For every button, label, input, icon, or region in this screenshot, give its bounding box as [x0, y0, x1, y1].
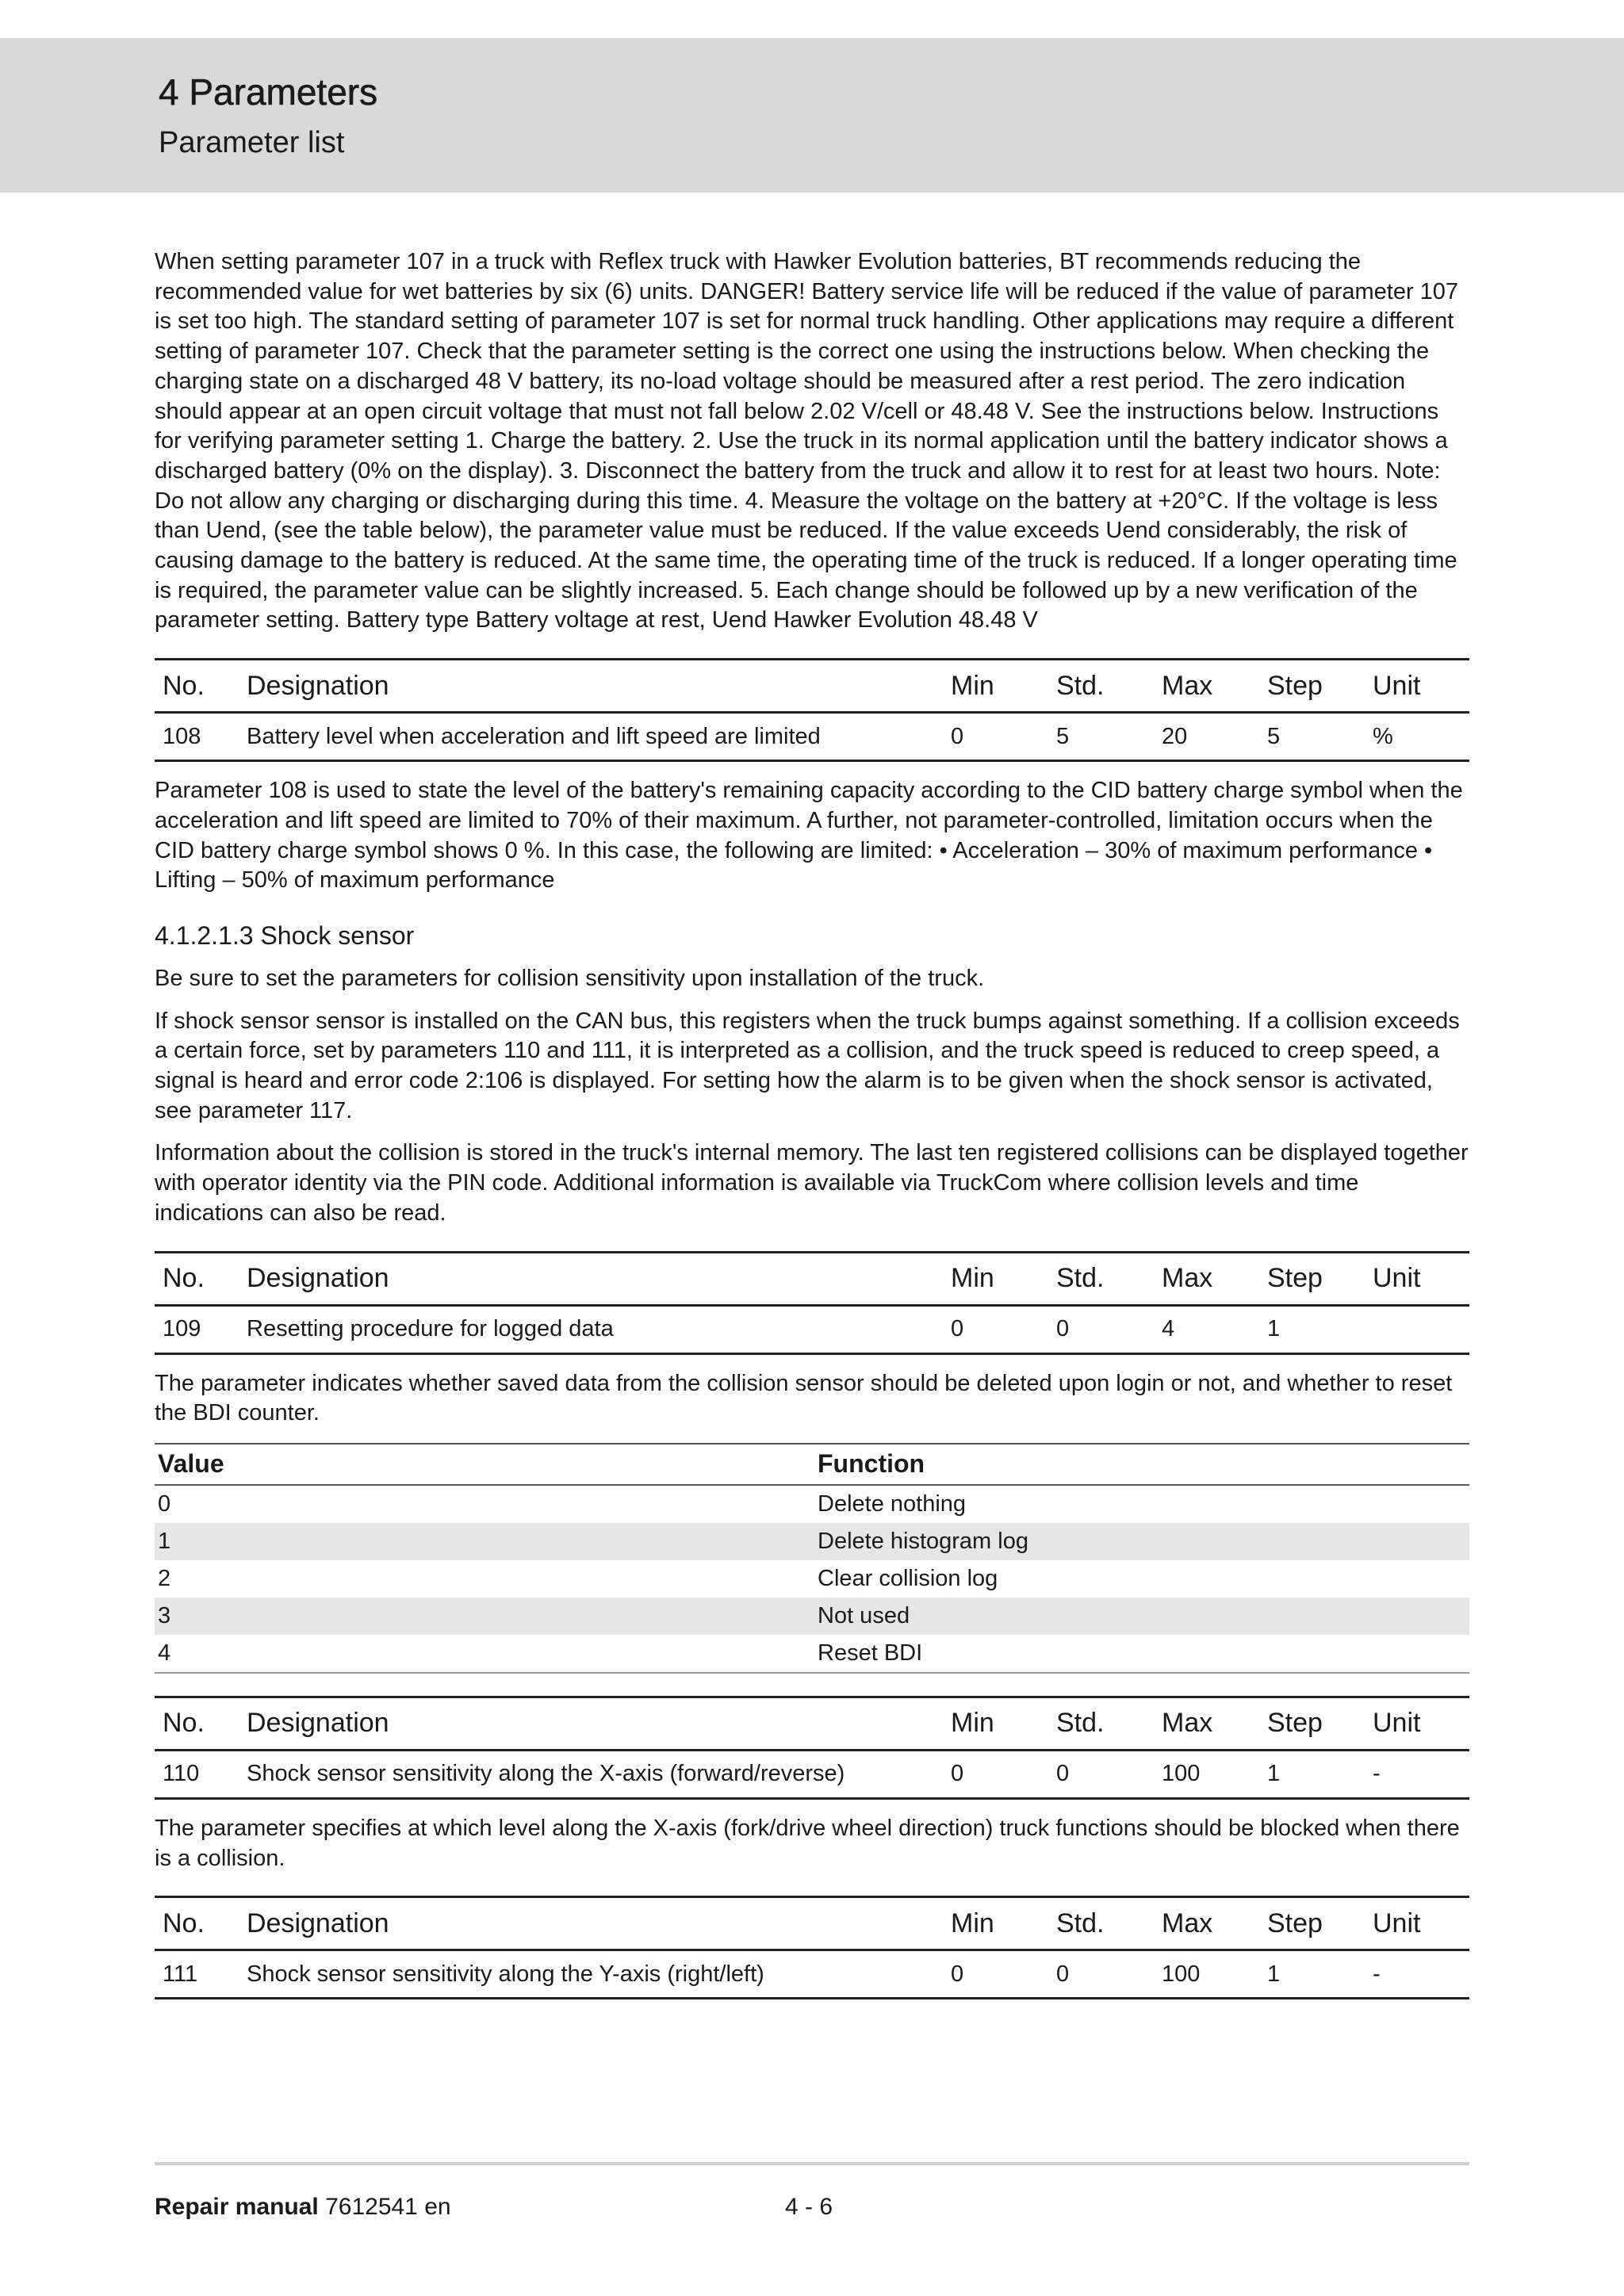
- page-number: 4 - 6: [785, 2194, 833, 2220]
- header-min: Min: [943, 660, 1048, 713]
- table-row: [155, 1485, 1469, 1523]
- function-cell: Reset BDI: [814, 1635, 1469, 1673]
- value-cell: 3: [155, 1598, 814, 1635]
- table-row: [155, 1305, 1469, 1353]
- header-unit: Unit: [1365, 1897, 1469, 1950]
- param-min: 0: [943, 1305, 1048, 1353]
- param-table-header: [155, 1697, 1469, 1750]
- header-min: Min: [943, 1252, 1048, 1305]
- table-row: [155, 1560, 1469, 1598]
- shock-paragraph-1: Be sure to set the parameters for collision sensitivity upon installation of the truck.: [155, 965, 985, 991]
- p108-description: Parameter 108 is used to state the level of the battery's remaining capacity according to the CID battery charge symbol when the acceleration and lift speed are limited to 70% of their maximum. A further, not parameter-controlled, limitation occurs when the CID battery charge symbol shows 0 %. In this case, the following are limited: • Acceleration – 30% of maximum performance • Lifting – 50% of maximum performance: [155, 778, 1463, 894]
- header-value: Value: [155, 1444, 814, 1485]
- value-cell: 4: [155, 1635, 814, 1673]
- param-std: 0: [1048, 1750, 1154, 1798]
- header-max: Max: [1154, 1252, 1259, 1305]
- function-cell: Delete histogram log: [814, 1523, 1469, 1560]
- page-content: [155, 247, 1469, 2014]
- header-band: [0, 38, 1624, 193]
- header-designation: Designation: [239, 660, 943, 713]
- header-std: Std.: [1048, 1252, 1154, 1305]
- param-max: 100: [1154, 1750, 1259, 1798]
- value-cell: 2: [158, 1565, 171, 1591]
- param-designation: Battery level when acceleration and lift speed are limited: [239, 713, 943, 761]
- header-unit: Unit: [1365, 1697, 1469, 1750]
- param-table-110: [155, 1696, 1469, 1800]
- param-min: 0: [943, 1750, 1048, 1798]
- header-max: Max: [1154, 1697, 1259, 1750]
- param-no: 110: [155, 1750, 239, 1798]
- footer-divider: [155, 2162, 1469, 2165]
- header-no: No.: [155, 1897, 239, 1950]
- header-unit: Unit: [1365, 660, 1469, 713]
- footer-manual-label: Repair manual: [155, 2194, 319, 2220]
- value-cell: 0: [158, 1490, 171, 1517]
- footer-manual-number: 7612541 en: [325, 2194, 451, 2220]
- p110-description: The parameter specifies at which level along the X-axis (fork/drive wheel direction) truck functions should be blocked when there is a collision.: [155, 1815, 1460, 1871]
- header-function: Function: [814, 1444, 1469, 1485]
- header-std: Std.: [1048, 1697, 1154, 1750]
- table-row: [155, 1750, 1469, 1798]
- shock-paragraph-3: Information about the collision is stored in the truck's internal memory. The last ten registered collisions can be displayed together with operator identity via the PIN code. Additional information is available via TruckCom where collision levels and time indications can also be read.: [155, 1140, 1469, 1226]
- param-min: 0: [943, 1950, 1048, 1999]
- value-table-header: [155, 1444, 1469, 1485]
- shock-paragraph-2: If shock sensor sensor is installed on the CAN bus, this registers when the truck bumps against something. If a collision exceeds a certain force, set by parameters 110 and 111, it is interpreted as a collision, and the truck speed is reduced to creep speed, a signal is heard and error code 2:106 is displayed. For setting how the alarm is to be given when the shock sensor is activated, see parameter 117.: [155, 1008, 1460, 1123]
- header-step: Step: [1259, 1697, 1365, 1750]
- table-row: [155, 1635, 1469, 1673]
- param-no: 108: [155, 713, 239, 761]
- header-step: Step: [1259, 660, 1365, 713]
- param-designation: Resetting procedure for logged data: [239, 1305, 943, 1353]
- function-cell: Delete nothing: [818, 1490, 967, 1517]
- param-step: 1: [1259, 1950, 1365, 1999]
- param-table-111: [155, 1896, 1469, 1999]
- param-unit: -: [1365, 1950, 1469, 1999]
- header-designation: Designation: [239, 1252, 943, 1305]
- value-function-table: [155, 1443, 1469, 1674]
- header-designation: Designation: [239, 1897, 943, 1950]
- header-step: Step: [1259, 1897, 1365, 1950]
- param-table-header: [155, 1252, 1469, 1305]
- header-designation: Designation: [239, 1697, 943, 1750]
- header-no: No.: [155, 660, 239, 713]
- param-std: 0: [1048, 1305, 1154, 1353]
- chapter-title: 4 Parameters: [159, 71, 378, 113]
- param-unit: %: [1365, 713, 1469, 761]
- p109-description: The parameter indicates whether saved data from the collision sensor should be deleted upon login or not, and whether to reset the BDI counter.: [155, 1370, 1453, 1426]
- header-max: Max: [1154, 1897, 1259, 1950]
- param-std: 0: [1048, 1950, 1154, 1999]
- header-std: Std.: [1048, 1897, 1154, 1950]
- header-no: No.: [155, 1252, 239, 1305]
- param-no: 111: [155, 1950, 239, 1999]
- table-row: [155, 1950, 1469, 1999]
- param-max: 4: [1154, 1305, 1259, 1353]
- header-std: Std.: [1048, 660, 1154, 713]
- param-unit: [1365, 1305, 1469, 1353]
- section-title: Parameter list: [159, 126, 345, 159]
- header-max: Max: [1154, 660, 1259, 713]
- param-step: 5: [1259, 713, 1365, 761]
- function-cell: Clear collision log: [818, 1565, 998, 1591]
- function-cell: Not used: [814, 1598, 1469, 1635]
- header-min: Min: [943, 1897, 1048, 1950]
- param-table-header: [155, 1897, 1469, 1950]
- param-table-108: [155, 658, 1469, 762]
- param-max: 20: [1154, 713, 1259, 761]
- header-no: No.: [155, 1697, 239, 1750]
- param-table-109: [155, 1251, 1469, 1355]
- footer-manual: [155, 2193, 451, 2221]
- param-step: 1: [1259, 1305, 1365, 1353]
- intro-paragraph: When setting parameter 107 in a truck with Reflex truck with Hawker Evolution batteries, BT recommends reducing the recommended value for wet batteries by six (6) units. DANGER! Battery service life will be reduced if the value of parameter 107 is set too high. The standard setting of parameter 107 is set for normal truck handling. Other applications may require a different setting of parameter 107. Check that the parameter setting is the correct one using the instructions below. When checking the charging state on a discharged 48 V battery, its no-load voltage should be measured after a rest period. The zero indication should appear at an open circuit voltage that must not fall below 2.02 V/cell or 48.48 V. See the instructions below. Instructions for verifying parameter setting 1. Charge the battery. 2. Use the truck in its normal application until the battery indicator shows a discharged battery (0% on the display). 3. Disconnect the battery from the truck and allow it to rest for at least two hours. Note: Do not allow any charging or discharging during this time. 4. Measure the voltage on the battery at +20°C. If the voltage is less than Uend, (see the table below), the parameter value must be reduced. If the value exceeds Uend considerably, the risk of causing damage to the battery is reduced. At the same time, the operating time of the truck is reduced. If a longer operating time is required, the parameter value can be slightly increased. 5. Each change should be followed up by a new verification of the parameter setting. Battery type Battery voltage at rest, Uend Hawker Evolution 48.48 V: [155, 249, 1459, 633]
- header-unit: Unit: [1365, 1252, 1469, 1305]
- param-designation: Shock sensor sensitivity along the Y-axis (right/left): [239, 1950, 943, 1999]
- table-row: [155, 1598, 1469, 1635]
- param-step: 1: [1259, 1750, 1365, 1798]
- param-no: 109: [155, 1305, 239, 1353]
- param-max: 100: [1154, 1950, 1259, 1999]
- param-table-header: [155, 660, 1469, 713]
- table-row: [155, 1523, 1469, 1560]
- table-row: [155, 713, 1469, 761]
- shock-sensor-heading: 4.1.2.1.3 Shock sensor: [155, 920, 415, 950]
- param-std: 5: [1048, 713, 1154, 761]
- param-min: 0: [943, 713, 1048, 761]
- param-unit: -: [1365, 1750, 1469, 1798]
- header-step: Step: [1259, 1252, 1365, 1305]
- header-min: Min: [943, 1697, 1048, 1750]
- param-designation: Shock sensor sensitivity along the X-axis (forward/reverse): [239, 1750, 943, 1798]
- value-cell: 1: [155, 1523, 814, 1560]
